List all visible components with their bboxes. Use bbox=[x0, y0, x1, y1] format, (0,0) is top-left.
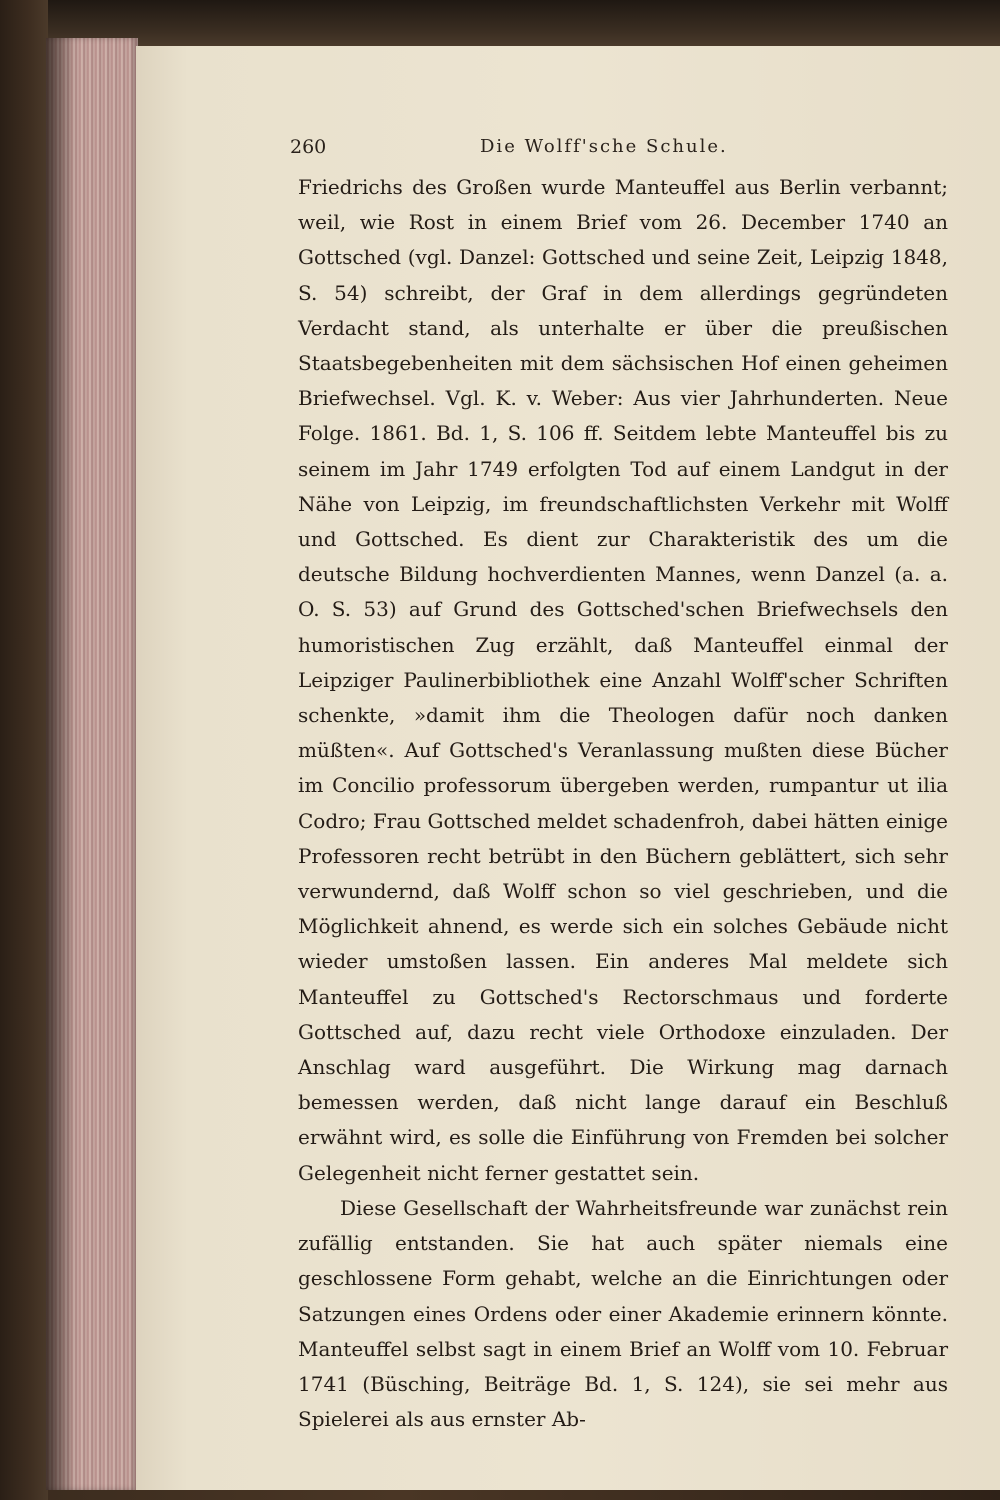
paragraph: Friedrichs des Großen wurde Manteuffel aus Berlin verbannt; weil, wie Rost in einem Brief vom 26. December 1740 an Gottsched (vgl. Danzel: Gottsched und seine Zeit, Leipzig 1848, S. 54) schreibt, der Graf in dem allerdings gegründeten Verdacht stand, als unterhalte er über die preußischen Staatsbegebenheiten mit dem sächsischen Hof einen geheimen Briefwechsel. Vgl. K. v. Weber: Aus vier Jahrhunderten. Neue Folge. 1861. Bd. 1, S. 106 ff. Seitdem lebte Manteuffel bis zu seinem im Jahr 1749 erfolgten Tod auf einem Landgut in der Nähe von Leipzig, im freundschaftlichsten Verkehr mit Wolff und Gottsched. Es dient zur Charakteristik des um die deutsche Bildung hochverdienten Mannes, wenn Danzel (a. a. O. S. 53) auf Grund des Gottsched'schen Briefwechsels den humoristischen Zug erzählt, daß Manteuffel einmal der Leipziger Paulinerbibliothek eine Anzahl Wolff'scher Schriften schenkte, »damit ihm die Theologen dafür noch danken müßten«. Auf Gottsched's Veranlassung mußten diese Bücher im Concilio professorum übergeben werden, rumpantur ut ilia Codro; Frau Gottsched meldet schadenfroh, dabei hätten einige Professoren recht betrübt in den Büchern geblättert, sich sehr verwundernd, daß Wolff schon so viel geschrieben, und die Möglichkeit ahnend, es werde sich ein solches Gebäude nicht wieder umstoßen lassen. Ein anderes Mal meldete sich Manteuffel zu Gottsched's Rectorschmaus und forderte Gottsched auf, dazu recht viele Orthodoxe einzuladen. Der Anschlag ward ausgeführt. Die Wirkung mag darnach bemessen werden, daß nicht lange darauf ein Beschluß erwähnt wird, es solle die Einführung von Fremden bei solcher Gelegenheit nicht ferner gestattet sein. bbox=[298, 175, 948, 1185]
paragraph: Diese Gesellschaft der Wahrheitsfreunde war zunächst rein zufällig entstanden. Sie hat auch später niemals eine geschlossene Form gehabt, welche an die Einrichtungen oder Satzungen eines Ordens oder einer Akademie erinnern könnte. Manteuffel selbst sagt in einem Brief an Wolff vom 10. Februar 1741 (Büsching, Beiträge Bd. 1, S. 124), sie sei mehr aus Spielerei als aus ernster Ab- bbox=[298, 1195, 948, 1432]
page-header bbox=[290, 136, 960, 164]
running-head: Die Wolff'sche Schule. bbox=[480, 136, 728, 157]
body-text bbox=[298, 170, 948, 1437]
page-number: 260 bbox=[290, 136, 327, 158]
edge-shadow bbox=[46, 38, 76, 1490]
book-cover-top bbox=[0, 0, 1000, 46]
book-cover-left bbox=[0, 0, 48, 1500]
